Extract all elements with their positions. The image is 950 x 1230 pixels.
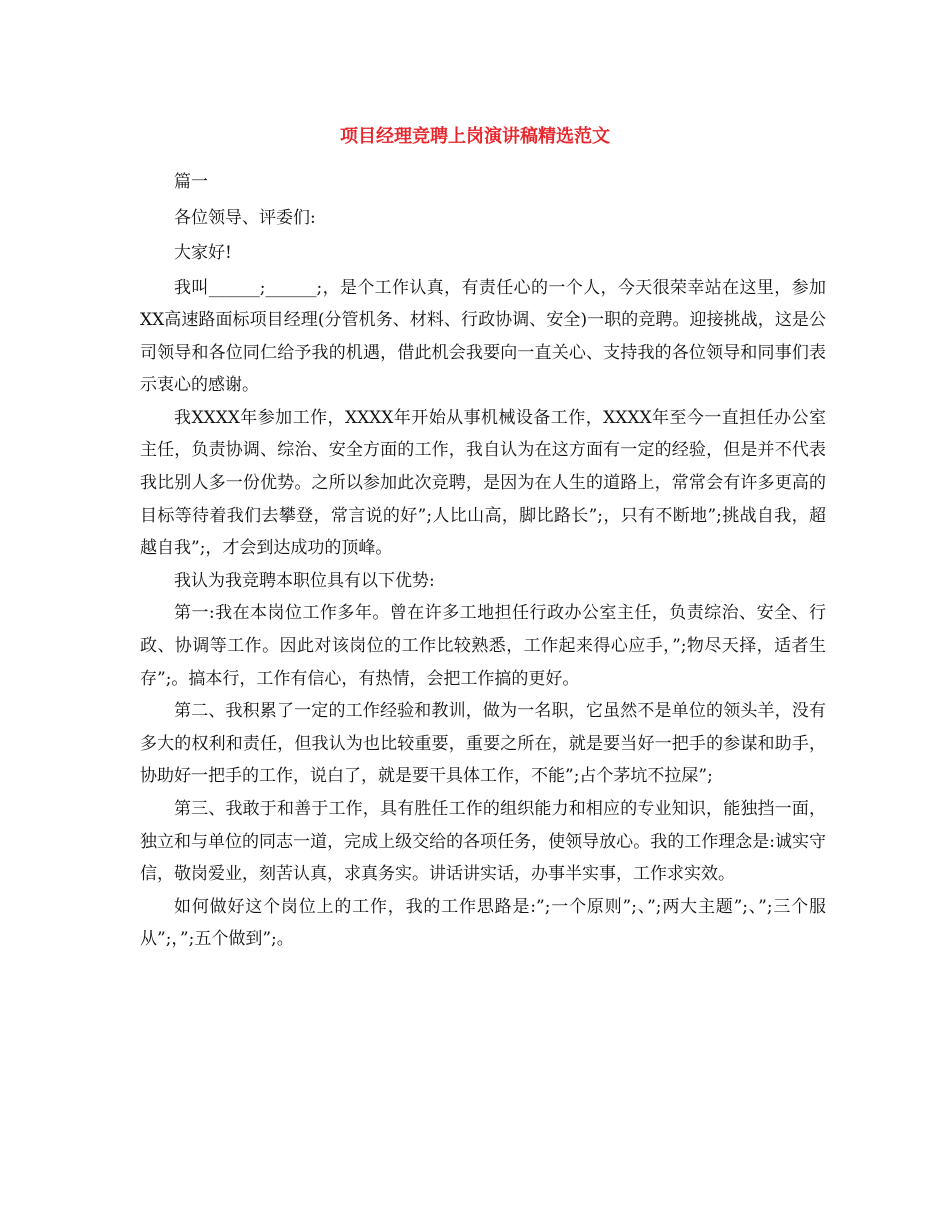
salutation: 各位领导、评委们:: [174, 207, 316, 228]
document-title: 项目经理竞聘上岗演讲稿精选范文: [340, 126, 610, 147]
paragraph-introduction: 我叫______;______;，是个工作认真，有责任心的一个人，今天很荣幸站在这里，参加XX高速路面标项目经理(分管机务、材料、行政协调、安全)一职的竞聘。迎接挑战，这是公司领导和各位同仁给予我的机遇，借此机会我要向一直关心、支持我的各位领导和同事们表示衷心的感谢。: [140, 277, 826, 396]
paragraph-work-approach: 如何做好这个岗位上的工作，我的工作思路是:”;一个原则”;、”;两大主题”;、”;三个服从”;，”;五个做到”;。: [140, 896, 826, 950]
document-body: [140, 165, 826, 956]
paragraph-advantage-second: 第二、我积累了一定的工作经验和教训，做为一名职，它虽然不是单位的领头羊，没有多大的权利和责任，但我认为也比较重要，重要之所在，就是要当好一把手的参谋和助手，协助好一把手的工作，说白了，就是要干具体工作，不能”;占个茅坑不拉屎”;: [140, 701, 826, 787]
paragraph-experience: 我XXXX年参加工作，XXXX年开始从事机械设备工作，XXXX年至今一直担任办公室主任，负责协调、综治、安全方面的工作，我自认为在这方面有一定的经验，但是并不代表我比别人多一份优势。之所以参加此次竞聘，是因为在人生的道路上，常常会有许多更高的目标等待着我们去攀登，常言说的好”;人比山高，脚比路长”;，只有不断地”;挑战自我，超越自我”;，才会到达成功的顶峰。: [140, 407, 826, 559]
paragraph-advantage-third: 第三、我敢于和善于工作，具有胜任工作的组织能力和相应的专业知识，能独挡一面，独立和与单位的同志一道，完成上级交给的各项任务，使领导放心。我的工作理念是:诚实守信，敬岗爱业，刻苦认真，求真务实。讲话讲实话，办事半实事，工作求实效。: [140, 799, 826, 885]
paragraph-advantage-first: 第一:我在本岗位工作多年。曾在许多工地担任行政办公室主任，负责综治、安全、行政、协调等工作。因此对该岗位的工作比较熟悉，工作起来得心应手，”;物尽天择，适者生存”;。搞本行，工作有信心，有热情，会把工作搞的更好。: [140, 603, 826, 689]
greeting: 大家好!: [174, 243, 232, 263]
section-heading: 篇一: [174, 172, 208, 192]
paragraph-advantages-intro: 我认为我竞聘本职位具有以下优势:: [174, 570, 435, 591]
